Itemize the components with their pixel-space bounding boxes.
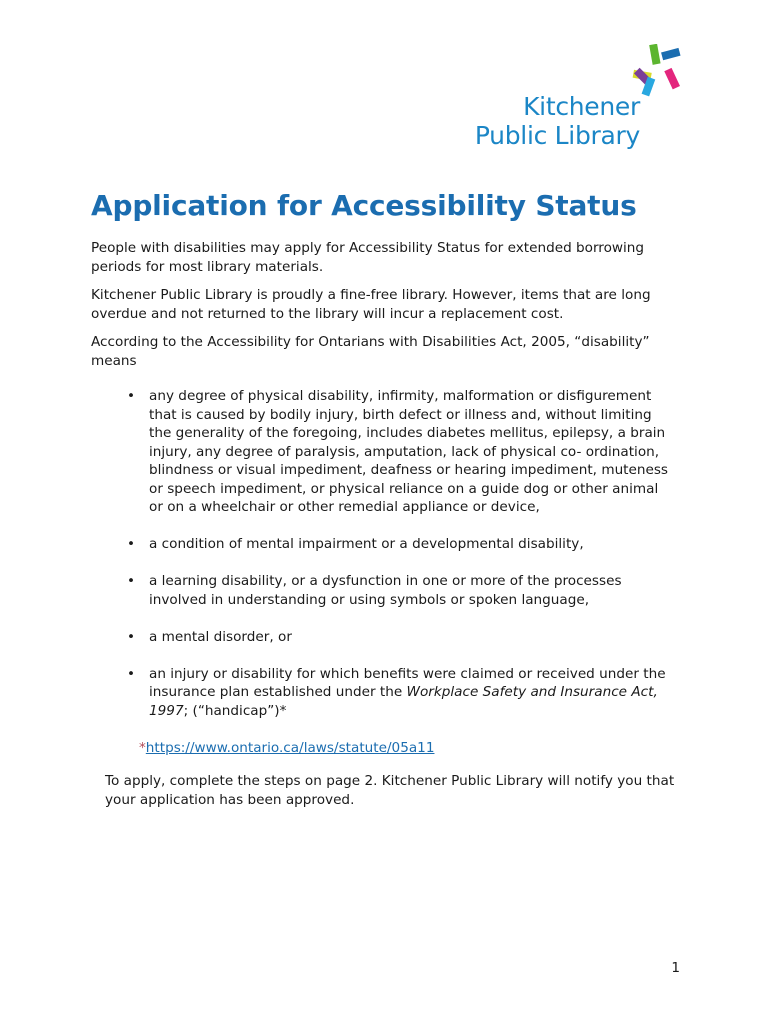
logo-line-1: Kitchener (523, 92, 640, 121)
page-title: Application for Accessibility Status (91, 189, 637, 222)
logo-line-2: Public Library (474, 121, 640, 150)
intro-paragraph-3: According to the Accessibility for Ontarians with Disabilities Act, 2005, “disability” means (91, 334, 650, 369)
intro-paragraph-1: People with disabilities may apply for Accessibility Status for extended borrowing periods for most library materials. (91, 240, 645, 275)
list-item-text: a condition of mental impairment or a developmental disability, (149, 536, 584, 552)
page-number: 1 (671, 960, 680, 976)
kpl-logo (470, 40, 690, 160)
list-item (91, 665, 669, 721)
list-item-text: a learning disability, or a dysfunction in one or more of the processes involved in understanding or using symbols or spoken language, (149, 573, 622, 608)
act-name: Workplace Safety and Insurance Act, 1997 (149, 684, 658, 719)
footnote-marker: * (139, 739, 146, 756)
apply-instructions: To apply, complete the steps on page 2. Kitchener Public Library will notify you that your application has been approved. (105, 773, 675, 808)
list-item-text: any degree of physical disability, infirmity, malformation or disfigurement that is caused by bodily injury, birth defect or illness and, without limiting the generality of the foregoing, includes diabetes mellitus, epilepsy, a brain injury, any degree of paralysis, amputation, lack of physical co- ordination, blindness or visual impediment, deafness or hearing impediment, muteness or speech impediment, or physical reliance on a guide dog or other animal or on a wheelchair or other remedial appliance or device, (149, 388, 669, 515)
document-body (91, 239, 691, 809)
logo-wordmark (470, 92, 640, 150)
statute-reference (91, 739, 691, 758)
bullet-icon: • (127, 665, 136, 682)
list-item (91, 535, 669, 554)
disability-definition-list (91, 387, 691, 720)
bullet-icon: • (127, 628, 136, 645)
list-item (91, 572, 669, 609)
list-item (91, 628, 669, 647)
bullet-icon: • (127, 573, 136, 589)
list-item (91, 387, 669, 517)
list-item-text: a mental disorder, or (149, 628, 292, 645)
intro-paragraph-2: Kitchener Public Library is proudly a fine-free library. However, items that are long overdue and not returned to the library will incur a replacement cost. (91, 287, 651, 322)
bullet-icon: • (127, 388, 136, 404)
list-item-text-after: ; (“handicap”)* (183, 702, 287, 719)
statute-link[interactable]: https://www.ontario.ca/laws/statute/05a11 (145, 739, 435, 756)
bullet-icon: • (127, 536, 136, 552)
list-item-text-before: an injury or disability for which benefits were claimed or received under the insurance plan established under the (149, 665, 666, 700)
